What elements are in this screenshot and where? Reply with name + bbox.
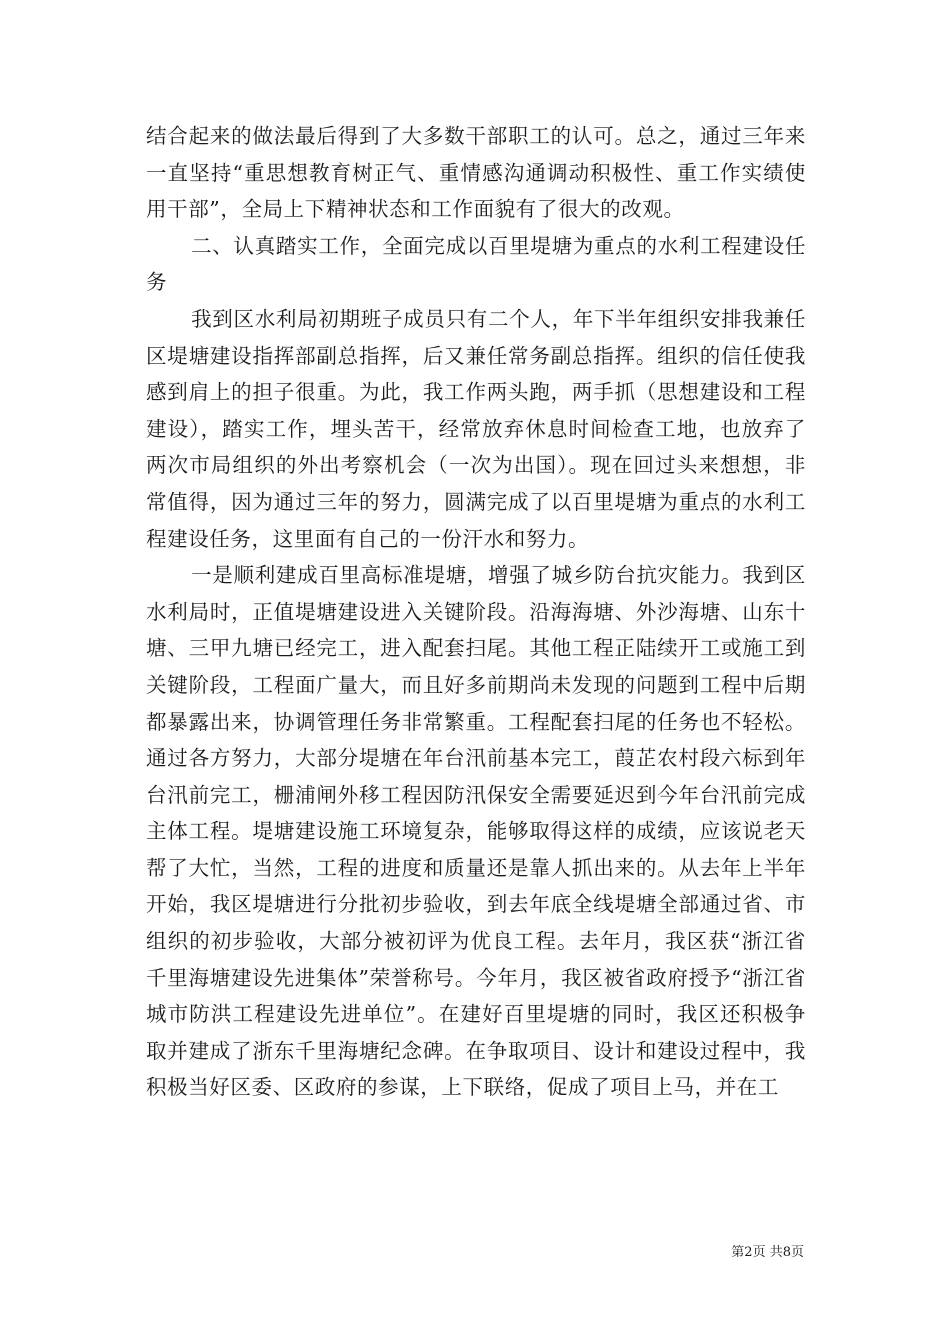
section-heading: 二、认真踏实工作，全面完成以百里堤塘为重点的水利工程建设任务	[146, 233, 806, 295]
paragraph-continued: 结合起来的做法最后得到了大多数干部职工的认可。总之，通过三年来一直坚持“重思想教育树正气、重情感沟通调动积极性、重工作实绩使用干部”，全局上下精神状态和工作面貌有了很大的改观。	[146, 124, 806, 222]
paragraph: 一是顺利建成百里高标准堤塘，增强了城乡防台抗灾能力。我到区水利局时，正值堤塘建设进入关键阶段。沿海海塘、外沙海塘、山东十塘、三甲九塘已经完工，进入配套扫尾。其他工程正陆续开工或施工到关键阶段，工程面广量大，而且好多前期尚未发现的问题到工程中后期都暴露出来，协调管理任务非常繁重。工程配套扫尾的任务也不轻松。通过各方努力，大部分堤塘在年台汛前基本完工，葭芷农村段六标到年台汛前完工，栅浦闸外移工程因防汛保安全需要延迟到今年台汛前完成主体工程。堤塘建设施工环境复杂，能够取得这样的成绩，应该说老天帮了大忙，当然，工程的进度和质量还是靠人抓出来的。从去年上半年开始，我区堤塘进行分批初步验收，到去年底全线堤塘全部通过省、市组织的初步验收，大部分被初评为优良工程。去年月，我区获“浙江省千里海塘建设先进集体”荣誉称号。今年月，我区被省政府授予“浙江省城市防洪工程建设先进单位”。在建好百里堤塘的同时，我区还积极争取并建成了浙东千里海塘纪念碑。在争取项目、设计和建设过程中，我积极当好区委、区政府的参谋，上下联络，促成了项目上马，并在工	[146, 563, 806, 1100]
page-label-suffix: 页	[790, 1245, 804, 1260]
page-current: 2	[744, 1245, 753, 1260]
paragraph: 我到区水利局初期班子成员只有二个人，年下半年组织安排我兼任区堤塘建设指挥部副总指挥，后又兼任常务副总指挥。组织的信任使我感到肩上的担子很重。为此，我工作两头跑，两手抓（思想建设和工程建设），踏实工作，埋头苦干，经常放弃休息时间检查工地，也放弃了两次市局组织的外出考察机会（一次为出国）。现在回过头来想想，非常值得，因为通过三年的努力，圆满完成了以百里堤塘为重点的水利工程建设任务，这里面有自己的一份汗水和努力。	[146, 306, 806, 551]
page-label-mid: 页 共	[752, 1245, 783, 1260]
page-number-footer	[731, 1241, 804, 1260]
document-body	[146, 118, 806, 1106]
page-total: 8	[782, 1245, 791, 1260]
page-label-prefix: 第	[731, 1245, 745, 1260]
